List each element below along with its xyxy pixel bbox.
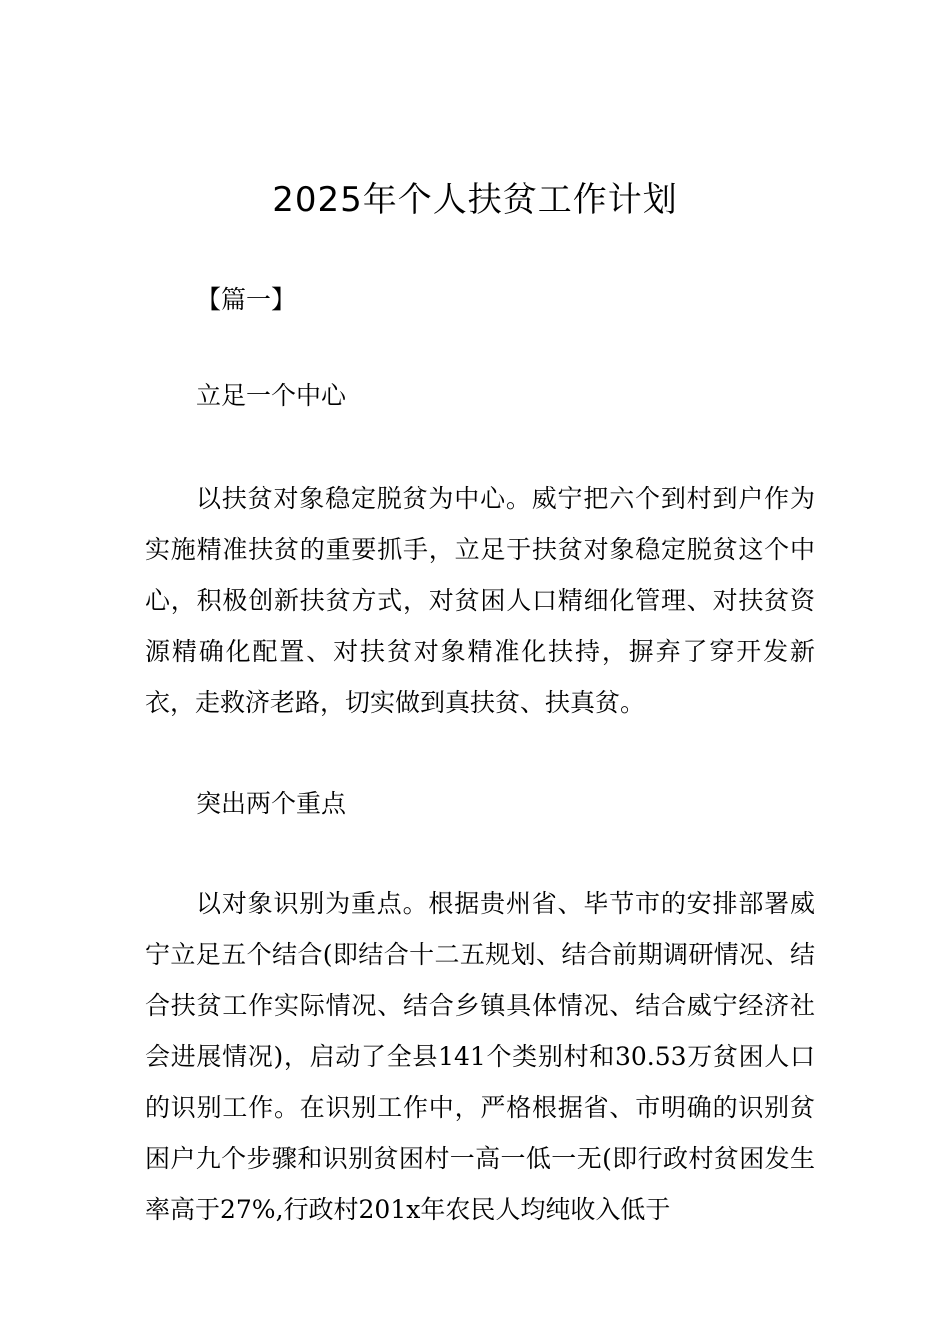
document-title: 2025年个人扶贫工作计划: [272, 180, 678, 220]
section-heading-key-points: 突出两个重点: [196, 789, 347, 818]
body-paragraph-2: 以对象识别为重点。根据贵州省、毕节市的安排部署威宁立足五个结合(即结合十二五规划、结合前期调研情况、结合扶贫工作实际情况、结合乡镇具体情况、结合威宁经济社会进展情况)，启动了全县141个类别村和30.53万贫困人口的识别工作。在识别工作中，严格根据省、市明确的识别贫困户九个步骤和识别贫困村一高一低一无(即行政村贫困发生率高于27%,行政村201x年农民人均纯收入低于: [145, 889, 815, 1224]
body-paragraph-1: 以扶贫对象稳定脱贫为中心。威宁把六个到村到户作为实施精准扶贫的重要抓手，立足于扶贫对象稳定脱贫这个中心，积极创新扶贫方式，对贫困人口精细化管理、对扶贫资源精确化配置、对扶贫对象精准化扶持，摒弃了穿开发新衣，走救济老路，切实做到真扶贫、扶真贫。: [145, 484, 815, 717]
section-heading-center: 立足一个中心: [196, 381, 347, 410]
section-label: 【篇一】: [196, 285, 297, 314]
